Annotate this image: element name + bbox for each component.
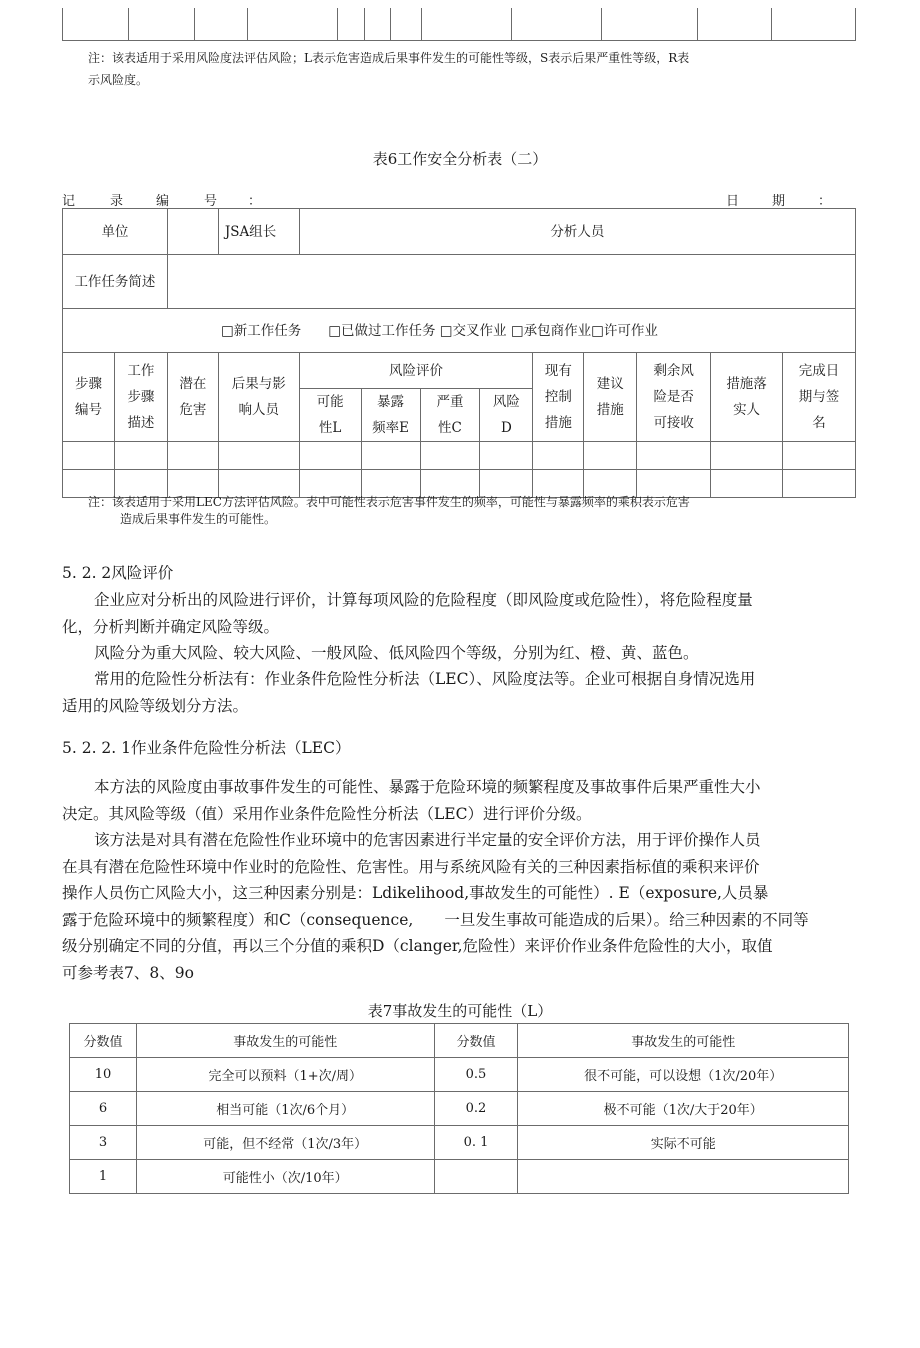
risk-d-header: 风险D (480, 389, 533, 442)
table-row: 10 完全可以预料（1+次/周） 0.5 很不可能，可以设想（1次/20年） (70, 1058, 849, 1092)
table-row: 3 可能，但不经常（1次/3年） 0. 1 实际不可能 (70, 1126, 849, 1160)
implementer-header: 措施落实人 (711, 353, 783, 442)
risk-eval-header: 风险评价 (299, 353, 533, 389)
section-heading-5221: 5. 2. 2. 1作业条件危险性分析法（LEC） (62, 739, 351, 757)
analyst-label: 分析人员 (299, 209, 855, 255)
task-desc-value (167, 255, 855, 309)
jsa-leader-label: JSA组长 (218, 209, 299, 255)
severity-header: 严重性C (420, 389, 480, 442)
likelihood-table (69, 1023, 849, 1194)
step-no-header: 步骤编号 (63, 353, 115, 442)
record-date-row: 记 录 编 号 ： 日 期 ： (62, 194, 832, 209)
task-type-checkboxes: □新工作任务 □已做过工作任务 □交叉作业 □承包商作业□许可作业 (63, 309, 856, 353)
table-header: 分数值 (70, 1024, 137, 1058)
paragraph-1: 企业应对分析出的风险进行评价，计算每项风险的危险程度（即风险度或危险性），将危险程度量 化，分析判断并确定风险等级。 (62, 591, 753, 636)
table7-title: 表7事故发生的可能性（L） (367, 1002, 553, 1020)
residual-header: 剩余风险是否可接收 (637, 353, 711, 442)
table6-title: 表6工作安全分析表（二） (372, 150, 548, 168)
table-header: 事故发生的可能性 (518, 1024, 849, 1058)
paragraph-5: 该方法是对具有潜在危险性作业环境中的危害因素进行半定量的安全评价方法，用于评价操作人员 在具有潜在危险性环境中作业时的危险性、危害性。用与系统风险有关的三种因素指标值的乘积来评价 操作人员伤亡风险大小，这三种因素分别是：Ldikelihood,事故发生的可能性）. E（exposure,人员暴 露于危险环境中的频繁程度）和C（consequence, 一旦发生事故可能造成的后果）。给三种因素的不同等 级分别确定不同的分值，再以三个分值的乘积D（clanger,危险性）来评价作业条件危险性的大小，取值 可参考表7、8、9o (62, 831, 809, 982)
table-row: 1 可能性小（次/10年） (70, 1160, 849, 1194)
lec-note: 注：该表适用于采用LEC方法评估风险。表中可能性表示危害事件发生的频率，可能性与暴露频率的乘积表示危害 造成后果事件发生的可能性。 (88, 495, 690, 526)
previous-table-fragment (62, 8, 856, 41)
paragraph-4: 本方法的风险度由事故事件发生的可能性、暴露于危险环境的频繁程度及事故事件后果严重性大小 决定。其风险等级（值）采用作业条件危险性分析法（LEC）进行评价分级。 (62, 778, 761, 823)
paragraph-3: 常用的危险性分析法有：作业条件危险性分析法（LEC）、风险度法等。企业可根据自身情况选用 适用的风险等级划分方法。 (62, 670, 756, 715)
task-desc-label: 工作任务简述 (63, 255, 168, 309)
completion-header: 完成日期与签名 (783, 353, 856, 442)
consequence-header: 后果与影响人员 (218, 353, 299, 442)
table-header: 事故发生的可能性 (136, 1024, 434, 1058)
controls-header: 现有控制措施 (533, 353, 584, 442)
step-desc-header: 工作步骤描述 (114, 353, 167, 442)
hazard-header: 潜在危害 (167, 353, 218, 442)
table-header: 分数值 (434, 1024, 518, 1058)
likelihood-header: 可能性L (299, 389, 361, 442)
table-row (63, 442, 856, 470)
risk-degree-note: 注：该表适用于采用风险度法评估风险；L表示危害造成后果事件发生的可能性等级，S表示后果严重性等级，R表 示风险度。 (88, 51, 690, 87)
unit-label: 单位 (63, 209, 168, 255)
job-safety-analysis-table (62, 208, 856, 498)
suggested-header: 建议措施 (584, 353, 637, 442)
exposure-header: 暴露频率E (361, 389, 420, 442)
paragraph-2: 风险分为重大风险、较大风险、一般风险、低风险四个等级，分别为红、橙、黄、蓝色。 (94, 644, 699, 662)
section-heading-522: 5. 2. 2风险评价 (62, 564, 174, 582)
table-row: 6 相当可能（1次/6个月） 0.2 极不可能（1次/大于20年） (70, 1092, 849, 1126)
unit-value (167, 209, 218, 255)
